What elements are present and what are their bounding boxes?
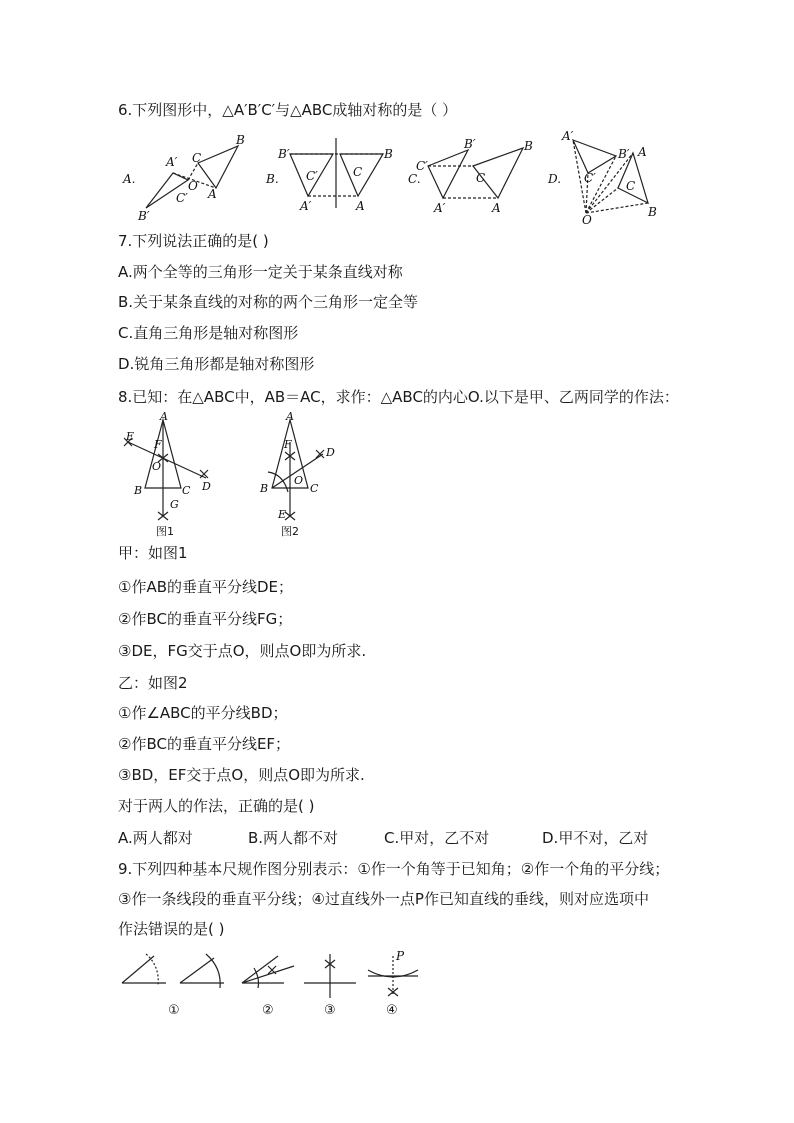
q6a-label-cp: C′ <box>176 191 188 205</box>
q6a-label-bp: B′ <box>138 209 150 223</box>
q6a-label-ap: A′ <box>166 155 178 169</box>
q8-fig2-label-b: B <box>260 482 269 495</box>
q9-stem-line2: ③作一条线段的垂直平分线；④过直线外一点P作已知直线的垂线，则对应选项中 <box>118 890 649 908</box>
q8-fig1-label-o: O <box>152 460 162 473</box>
q6b-label-c: C <box>353 165 363 179</box>
q7-option-c: C.直角三角形是轴对称图形 <box>118 324 299 342</box>
q6d-label-ap: A′ <box>562 129 574 143</box>
q8-option-c: C.甲对，乙不对 <box>384 829 490 847</box>
q8-fig1-label-d: D <box>202 480 211 493</box>
q6d-label-o: O <box>582 213 592 227</box>
q8-fig1-label-c: C <box>182 484 191 497</box>
q7-option-b: B.关于某条直线的对称的两个三角形一定全等 <box>118 293 419 311</box>
q8-fig2-label-f: F <box>284 438 292 451</box>
q6b-label-a: A <box>356 199 365 213</box>
q9-caption-1: ① <box>168 1003 180 1018</box>
q8-yi-step-1: ①作∠ABC的平分线BD； <box>118 704 288 722</box>
q8-fig2-caption: 图2 <box>281 525 299 538</box>
q8-figures <box>118 412 338 540</box>
q9-fig1b-ray-2 <box>180 958 214 983</box>
q8-fig2-label-d: D <box>326 446 335 459</box>
q6c-label-b: B <box>524 139 533 153</box>
q8-fig1-line-de <box>128 442 206 478</box>
q6-option-b: B. <box>266 172 279 186</box>
q8-jia-title: 甲：如图1 <box>118 544 188 562</box>
q6c-triangle-prime <box>428 150 468 198</box>
q6-figures <box>118 128 688 228</box>
q8-fig2-label-e: E <box>278 508 287 521</box>
q6d-label-bp: B′ <box>618 147 630 161</box>
q6d-label-a: A <box>638 145 647 159</box>
q7-stem: 7.下列说法正确的是( ) <box>118 232 269 250</box>
q8-option-a: A.两人都对 <box>118 829 193 847</box>
q6d-label-c: C <box>626 179 636 193</box>
q9-fig1-arc <box>146 954 158 986</box>
q6b-label-ap: A′ <box>300 199 312 213</box>
q8-options <box>118 828 678 848</box>
q8-jia-step-3: ③DE，FG交于点O，则点O即为所求. <box>118 642 367 660</box>
q9-caption-3: ③ <box>324 1003 336 1018</box>
q8-question: 对于两人的作法，正确的是( ) <box>118 797 315 815</box>
q6c-label-bp: B′ <box>464 137 476 151</box>
q8-fig2-label-a: A <box>286 412 294 423</box>
q8-yi-title: 乙：如图2 <box>118 674 188 692</box>
q6c-label-c: C <box>476 171 486 185</box>
q6d-dash-5 <box>586 203 648 213</box>
q8-jia-step-2: ②作BC的垂直平分线FG； <box>118 610 293 628</box>
q7-option-a: A.两个全等的三角形一定关于某条直线对称 <box>118 263 403 281</box>
q6c-label-cp: C′ <box>416 159 428 173</box>
q8-fig1-caption: 图1 <box>156 525 174 538</box>
q8-fig1-label-a: A <box>160 412 168 423</box>
q6a-triangle <box>198 146 238 188</box>
q6b-label-bp: B′ <box>278 147 290 161</box>
q6c-label-a: A <box>492 201 501 215</box>
q6-stem: 6.下列图形中，△A′B′C′与△ABC成轴对称的是（ ） <box>118 101 458 119</box>
q8-jia-step-1: ①作AB的垂直平分线DE； <box>118 578 294 596</box>
q6a-dash-2 <box>188 163 198 180</box>
q9-label-p: P <box>396 949 405 963</box>
q7-option-d: D.锐角三角形都是轴对称图形 <box>118 355 315 373</box>
q9-fig2-bisector <box>242 966 294 983</box>
q9-stem-line1: 9.下列四种基本尺规作图分别表示：①作一个角等于已知角；②作一个角的平分线； <box>118 860 670 878</box>
q6a-label-b: B <box>236 133 245 147</box>
q8-fig2-label-o: O <box>294 474 304 487</box>
q6a-label-c: C <box>192 151 202 165</box>
q6b-label-cp: C′ <box>306 169 318 183</box>
q8-fig1-label-f: F <box>154 438 162 451</box>
q8-fig1-label-b: B <box>134 484 143 497</box>
q8-fig2-arc <box>268 472 288 492</box>
q8-fig2-label-c: C <box>310 482 319 495</box>
q9-figures <box>118 948 428 1020</box>
q8-stem: 8.已知：在△ABC中，AB＝AC，求作：△ABC的内心O.以下是甲、乙两同学的作法： <box>118 388 679 406</box>
q9-caption-4: ④ <box>386 1003 398 1018</box>
q6b-label-b: B <box>384 147 393 161</box>
q8-fig1-label-g: G <box>170 498 179 511</box>
q6c-label-ap: A′ <box>434 201 446 215</box>
q8-fig1-label-e: E <box>126 430 135 443</box>
q8-yi-step-3: ③BD，EF交于点O，则点O即为所求. <box>118 766 365 784</box>
q8-option-d: D.甲不对，乙对 <box>542 829 649 847</box>
q6a-label-a: A <box>208 187 217 201</box>
q6-option-c: C. <box>408 172 421 186</box>
q6-option-a: A. <box>123 172 136 186</box>
q8-yi-step-2: ②作BC的垂直平分线EF； <box>118 735 291 753</box>
q9-fig1-ray-2 <box>122 956 154 983</box>
q6-option-d: D. <box>548 172 562 186</box>
q6a-label-o: O <box>188 179 198 193</box>
q9-caption-2: ② <box>262 1003 274 1018</box>
q6d-label-cp: C′ <box>584 171 596 185</box>
q9-stem-line3: 作法错误的是( ) <box>118 920 225 938</box>
q6d-label-b: B <box>648 205 657 219</box>
q8-option-b: B.两人都不对 <box>248 829 339 847</box>
